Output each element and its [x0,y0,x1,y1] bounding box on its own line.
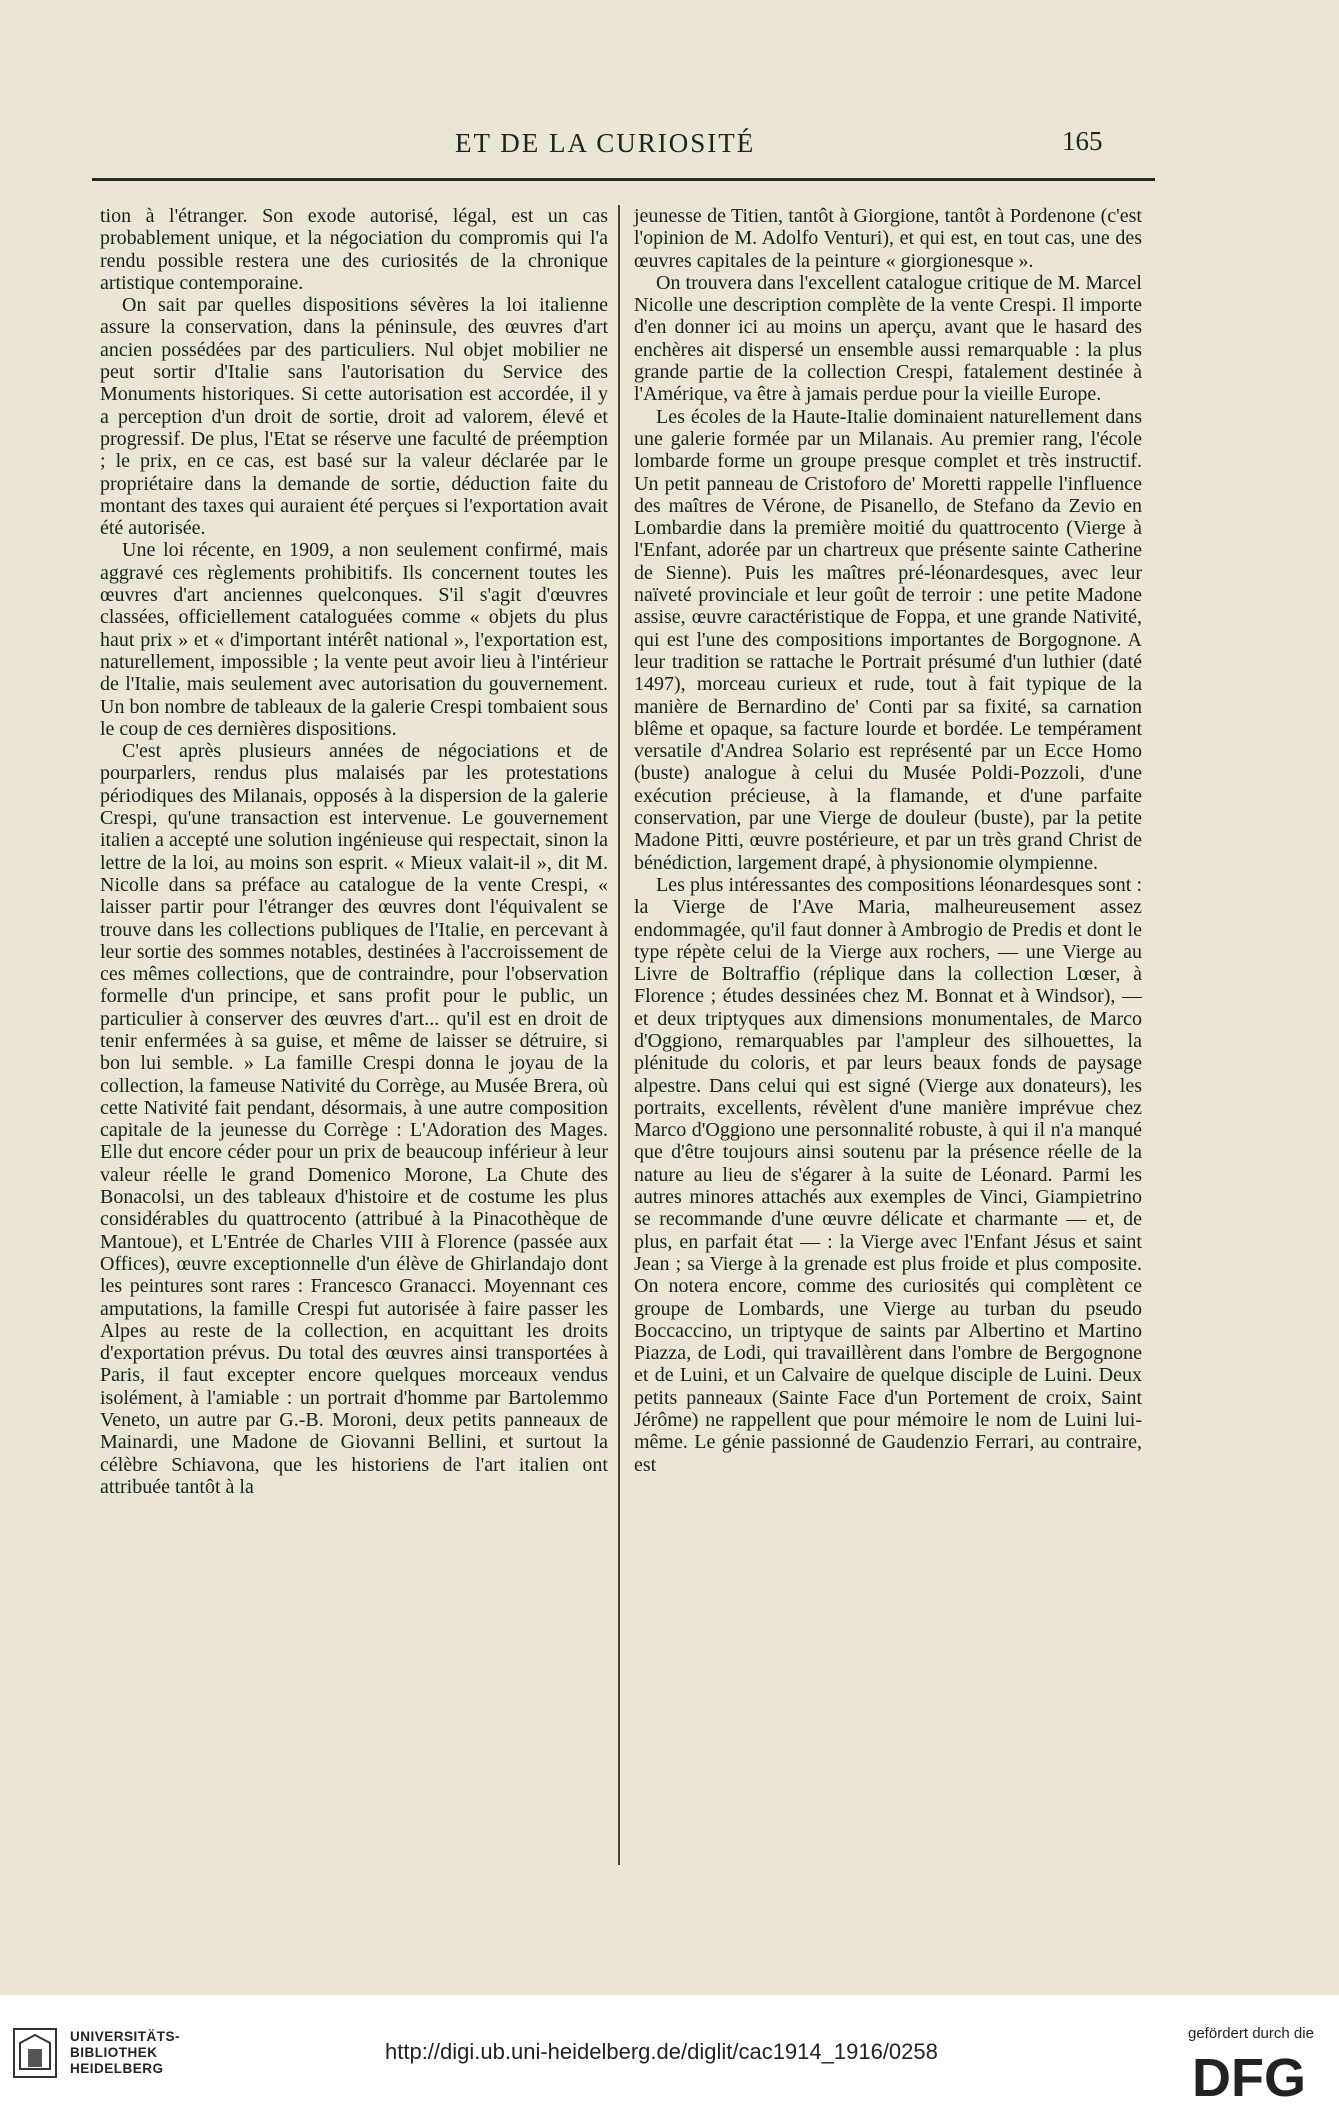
right-column [634,205,1142,1476]
header-rule [92,178,1155,181]
paragraph: Les plus intéressantes des compositions léonardesques sont : la Vierge de l'Ave Maria, malheureusement assez endommagée, qu'il faut donner à Ambrogio de Predis et dont le type répète celui de la Vierge aux rochers, — une Vierge au Livre de Boltraffio (réplique dans la collection Lœser, à Florence ; études dessinées chez M. Bonnat et à Windsor), — et deux triptyques aux dimensions monumentales, de Marco d'Oggiono, remarquables par l'ampleur des silhouettes, la plénitude du coloris, et par leurs beaux fonds de paysage alpestre. Dans celui qui est signé (Vierge aux donateurs), les portraits, excellents, révèlent d'une manière imprévue chez Marco d'Oggiono une personnalité robuste, à qui il n'a manqué que d'être toujours ainsi soutenu par la présence réelle de la nature au lieu de s'égarer à la suite de Léonard. Parmi les autres minores attachés aux exemples de Vinci, Giampietrino se recommande d'une œuvre délicate et charmante — et, de plus, en parfait état — : la Vierge avec l'Enfant Jésus et saint Jean ; sa Vierge à la grenade est plus froide et plus composite. On notera encore, comme des curiosités qui complètent ce groupe de Lombards, une Vierge au turban du pseudo Boccaccino, un triptyque de saints par Albertino et Martino Piazza, de Lodi, qui travaillèrent dans l'ombre de Bergognone et de Luini, et un Calvaire de quelque disciple de Luini. Deux petits panneaux (Sainte Face d'un Portement de croix, Saint Jérôme) ne rappellent que pour mémoire le nom de Luini lui-même. Le génie passionné de Gaudenzio Ferrari, au contraire, est [634,873,1142,1476]
source-url-link[interactable]: http://digi.ub.uni-heidelberg.de/diglit/cac1914_1916/0258 [385,2039,938,2064]
running-title: ET DE LA CURIOSITÉ [455,128,756,158]
dfg-logo [1190,2050,1322,2102]
university-seal-icon [10,2025,60,2081]
paragraph: On sait par quelles dispositions sévères la loi italienne assure la conservation, dans la péninsule, des œuvres d'art ancien possédées par des particuliers. Nul objet mobilier ne peut sortir d'Italie sans l'autorisation du Service des Monuments historiques. Si cette autorisation est accordée, il y a perception d'un droit de sortie, droit ad valorem, élevé et progressif. De plus, l'Etat se réserve une faculté de préemption ; le prix, en ce cas, est basé sur la valeur déclarée par le propriétaire dans la demande de sortie, déduction faite du montant des taxes qui auraient été perçues si l'exportation avait été autorisée. [100,294,608,540]
funding-caption: gefördert durch die [1188,2025,1314,2042]
paragraph: tion à l'étranger. Son exode autorisé, légal, est un cas probablement unique, et la négociation du compromis qui l'a rendu possible restera une des curiosités de la chronique artistique contemporaine. [100,205,608,294]
digitization-footer [0,1995,1339,2117]
paragraph: Une loi récente, en 1909, a non seulement confirmé, mais aggravé ces règlements prohibitifs. Ils concernent toutes les œuvres d'art anciennes quelconques. S'il s'agit d'œuvres classées, officiellement cataloguées comme « objets du plus haut prix » et « d'important intérêt national », l'exportation est, naturellement, impossible ; la vente peut avoir lieu à l'intérieur de l'Italie, mais seulement avec autorisation du gouvernement. Un bon nombre de tableaux de la galerie Crespi tombaient sous le coup de ces dernières dispositions. [100,539,608,740]
library-name-line: UNIVERSITÄTS- [70,2029,181,2044]
dfg-logo-text: DFG [1192,2050,1306,2102]
paragraph: jeunesse de Titien, tantôt à Giorgione, tantôt à Pordenone (c'est l'opinion de M. Adolfo Venturi), et qui est, en tout cas, une des œuvres capitales de la peinture « giorgionesque ». [634,205,1142,272]
paragraph: Les écoles de la Haute-Italie dominaient naturellement dans une galerie formée par un Milanais. Au premier rang, l'école lombarde forme un groupe presque complet et très instructif. Un petit panneau de Cristoforo de' Moretti rappelle l'influence des maîtres de Vérone, de Pisanello, de Stefano da Zevio en Lombardie dans la première moitié du quattrocento (Vierge à l'Enfant, adorée par un chartreux que présente sainte Catherine de Sienne). Puis les maîtres pré-léonardesques, avec leur naïveté provinciale et leur goût de terroir : une petite Madone assise, œuvre caractéristique de Foppa, et une grande Nativité, qui est l'une des compositions importantes de Borgognone. A leur tradition se rattache le Portrait présumé d'un luthier (daté 1497), morceau curieux et rude, tout à fait typique de la manière de Bernardino de' Conti par sa fixité, sa carnation blême et opaque, sa facture lourde et bordée. Le tempérament versatile d'Andrea Solario est représenté par un Ecce Homo (buste) analogue à celui du Musée Poldi-Pozzoli, d'une exécution précieuse, à la flamande, et d'une parfaite conservation, par une Vierge de douleur (buste), par la petite Madone Pitti, œuvre postérieure, et par un très grand Christ de bénédiction, largement drapé, à physionomie olympienne. [634,405,1142,874]
library-name-line: HEIDELBERG [70,2061,164,2076]
library-name [70,2029,180,2077]
library-name-line: BIBLIOTHEK [70,2045,158,2060]
page-number: 165 [1062,126,1103,156]
left-column [100,205,608,1498]
column-divider [618,205,620,1865]
paragraph: On trouvera dans l'excellent catalogue critique de M. Marcel Nicolle une description complète de la vente Crespi. Il importe d'en donner ici au moins un aperçu, avant que le hasard des enchères ait dispersé un ensemble aussi remarquable : la plus grande partie de la collection Crespi, fatalement destinée à l'Amérique, va être à jamais perdue pour la vieille Europe. [634,271,1142,406]
paragraph: C'est après plusieurs années de négociations et de pourparlers, rendus plus malaisés par les protestations périodiques des Milanais, opposés à la dispersion de la galerie Crespi, qu'une transaction est intervenue. Le gouvernement italien a accepté une solution ingénieuse qui respectait, sinon la lettre de la loi, au moins son esprit. « Mieux valait-il », dit M. Nicolle dans sa préface au catalogue de la vente Crespi, « laisser partir pour l'étranger des œuvres dont l'équivalent se trouve dans les collections publiques de l'Italie, en percevant à leur sortie des sommes notables, destinées à l'accroissement de ces mêmes collections, que de contraindre, pour l'observation formelle d'un principe, et sans profit pour le public, un particulier à conserver des œuvres d'art... qu'il est en droit de tenir enfermées à sa guise, et même de laisser se détruire, si bon lui semble. » La famille Crespi donna le joyau de la collection, la fameuse Nativité du Corrège, au Musée Brera, où cette Nativité fait pendant, désormais, à une autre composition capitale de la jeunesse du Corrège : L'Adoration des Mages. Elle dut encore céder pour un prix de beaucoup inférieur à leur valeur réelle le grand Domenico Morone, La Chute des Bonacolsi, un des tableaux d'histoire et de costume les plus considérables du quattrocento (attribué à la Pinacothèque de Mantoue), et L'Entrée de Charles VIII à Florence (passée aux Offices), œuvre exceptionnelle d'un élève de Ghirlandajo dont les peintures sont rares : Francesco Granacci. Moyennant ces amputations, la famille Crespi fut autorisée à faire passer les Alpes au reste de la collection, en acquittant les droits d'exportation prévus. Du total des œuvres ainsi transportées à Paris, il faut excepter encore quelques morceaux vendus isolément, à l'amiable : un portrait d'homme par Bartolemmo Veneto, un autre par G.-B. Moroni, deux petits panneaux de Mainardi, une Madone de Giovanni Bellini, et surtout la célèbre Schiavona, que les historiens de l'art italien ont attribuée tantôt à la [100,740,608,1498]
